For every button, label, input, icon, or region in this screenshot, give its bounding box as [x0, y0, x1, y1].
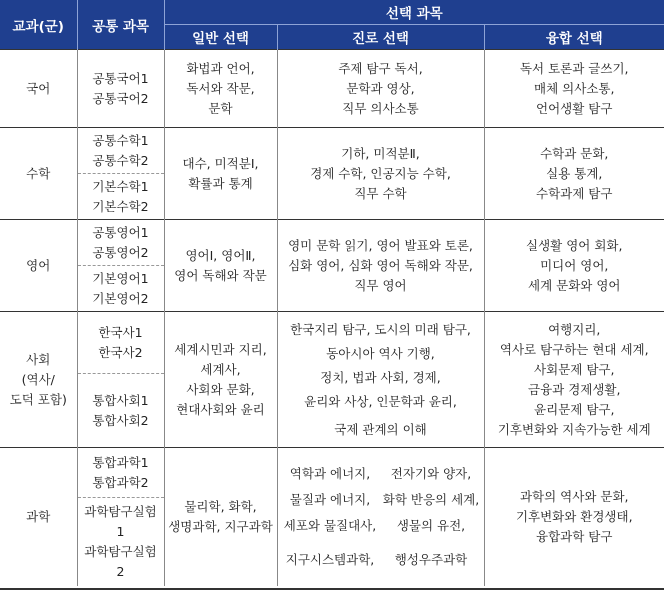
general-social-1: 세계시민과 지리, [174, 341, 267, 357]
integrated-social-1: 통합사회1 [92, 392, 149, 408]
common-english-bottom [77, 266, 164, 312]
general-science-1: 물리학, 화학, [184, 498, 257, 514]
career-social-2: 동아시아 역사 기행, [326, 345, 435, 361]
common-english-top [77, 220, 164, 266]
header-elective: 선택 과목 [164, 0, 664, 25]
general-korean-2: 독서와 작문, [186, 80, 255, 96]
general-math [164, 128, 277, 220]
convergence-korean-3: 언어생활 탐구 [536, 100, 613, 116]
common-korean-2: 공통국어2 [92, 90, 149, 106]
general-science [164, 448, 277, 586]
row-korean [0, 50, 664, 128]
career-korean-2: 문학과 영상, [346, 80, 415, 96]
row-science [0, 448, 664, 498]
row-english [0, 220, 664, 266]
convergence-korean-1: 독서 토론과 글쓰기, [519, 60, 629, 76]
convergence-science [484, 448, 664, 586]
common-english-2: 공통영어2 [92, 244, 149, 260]
convergence-social-1: 여행지리, [548, 321, 601, 337]
subject-korean: 국어 [0, 50, 77, 128]
science-lab-2a: 과학탐구실험 [84, 543, 157, 559]
general-english [164, 220, 277, 312]
convergence-social-5: 윤리문제 탐구, [534, 401, 615, 417]
career-korean-3: 직무 의사소통 [342, 100, 419, 116]
subject-social-1: 사회 [26, 351, 51, 367]
common-english-1: 공통영어1 [92, 224, 149, 240]
convergence-social [484, 312, 664, 448]
convergence-korean [484, 50, 664, 128]
subject-math: 수학 [0, 128, 77, 220]
convergence-math-3: 수학과제 탐구 [536, 185, 613, 201]
science-lab-2b: 2 [116, 563, 125, 579]
general-social-2: 세계사, [200, 361, 241, 377]
career-math-1: 기하, 미적분Ⅱ, [341, 145, 420, 161]
common-math-1: 공통수학1 [92, 132, 149, 148]
common-social-bottom [77, 374, 164, 448]
subject-social-2: (역사/ [21, 371, 55, 387]
convergence-science-1: 과학의 역사와 문화, [519, 488, 629, 504]
convergence-english-1: 실생활 영어 회화, [526, 237, 623, 253]
general-science-2: 생명과학, 지구과학 [168, 518, 273, 534]
general-math-2: 확률과 통계 [188, 175, 253, 191]
convergence-social-3: 사회문제 탐구, [534, 361, 615, 377]
basic-math-1: 기본수학1 [92, 178, 149, 194]
korean-history-2: 한국사2 [98, 344, 143, 360]
common-math-2: 공통수학2 [92, 152, 149, 168]
general-math-1: 대수, 미적분Ⅰ, [182, 155, 259, 171]
header-career: 진로 선택 [277, 25, 484, 50]
common-korean-1: 공통국어1 [92, 70, 149, 86]
career-science [277, 448, 484, 586]
integrated-science-1: 통합과학1 [92, 454, 149, 470]
career-science-3: 물질과 에너지, [289, 491, 371, 507]
general-korean-3: 문학 [208, 100, 233, 116]
career-social-4: 윤리와 사상, 인문학과 윤리, [304, 393, 457, 409]
general-english-1: 영어Ⅰ, 영어Ⅱ, [185, 247, 256, 263]
general-social [164, 312, 277, 448]
career-social [277, 312, 484, 448]
career-science-5: 세포와 물질대사, [283, 517, 377, 533]
subject-social [0, 312, 77, 448]
convergence-math-1: 수학과 문화, [540, 145, 609, 161]
career-science-2: 전자기와 양자, [390, 465, 472, 481]
convergence-science-3: 융합과학 탐구 [536, 528, 613, 544]
convergence-social-2: 역사로 탐구하는 현대 세계, [499, 341, 649, 357]
basic-english-1: 기본영어1 [92, 270, 149, 286]
science-lab-1b: 1 [116, 523, 125, 539]
general-social-3: 사회와 문화, [186, 381, 255, 397]
career-science-6: 생물의 유전, [396, 517, 466, 533]
convergence-math-2: 실용 통계, [546, 165, 603, 181]
basic-math-2: 기본수학2 [92, 198, 149, 214]
general-social-4: 현대사회와 윤리 [176, 401, 265, 417]
general-english-2: 영어 독해와 작문 [174, 267, 267, 283]
career-math-2: 경제 수학, 인공지능 수학, [310, 165, 451, 181]
subject-english: 영어 [0, 220, 77, 312]
convergence-english-2: 미디어 영어, [540, 257, 609, 273]
integrated-science-2: 통합과학2 [92, 474, 149, 490]
career-korean-1: 주제 탐구 독서, [338, 60, 423, 76]
common-science-top [77, 448, 164, 498]
career-english-2: 심화 영어, 심화 영어 독해와 작문, [288, 257, 473, 273]
career-math [277, 128, 484, 220]
career-english [277, 220, 484, 312]
career-science-8: 행성우주과학 [394, 551, 468, 567]
career-science-7: 지구시스템과학, [285, 551, 375, 567]
science-lab-1a: 과학탐구실험 [84, 503, 157, 519]
convergence-social-4: 금융과 경제생활, [528, 381, 621, 397]
common-science-bottom [77, 498, 164, 586]
common-social-top [77, 312, 164, 374]
career-korean [277, 50, 484, 128]
career-science-grid [278, 464, 484, 570]
korean-history-1: 한국사1 [98, 324, 143, 340]
career-english-1: 영미 문학 읽기, 영어 발표와 토론, [288, 237, 473, 253]
header-common: 공통 과목 [77, 0, 164, 50]
career-science-4: 화학 반응의 세계, [382, 491, 480, 507]
subject-social-3: 도덕 포함) [9, 391, 67, 407]
basic-english-2: 기본영어2 [92, 290, 149, 306]
career-social-1: 한국지리 탐구, 도시의 미래 탐구, [290, 321, 471, 337]
convergence-social-6: 기후변화와 지속가능한 세계 [497, 421, 651, 437]
general-korean-1: 화법과 언어, [186, 60, 255, 76]
common-math-top [77, 128, 164, 174]
career-english-3: 직무 영어 [354, 277, 407, 293]
convergence-english [484, 220, 664, 312]
row-social [0, 312, 664, 374]
header-general: 일반 선택 [164, 25, 277, 50]
general-korean [164, 50, 277, 128]
common-korean [77, 50, 164, 128]
row-math [0, 128, 664, 174]
convergence-science-2: 기후변화와 환경생태, [515, 508, 633, 524]
common-math-bottom [77, 174, 164, 220]
career-math-3: 직무 수학 [354, 185, 407, 201]
convergence-korean-2: 매체 의사소통, [534, 80, 615, 96]
integrated-social-2: 통합사회2 [92, 412, 149, 428]
header-convergence: 융합 선택 [484, 25, 664, 50]
career-social-3: 정치, 법과 사회, 경제, [320, 369, 441, 385]
header-subject-group: 교과(군) [0, 0, 77, 50]
convergence-math [484, 128, 664, 220]
convergence-english-3: 세계 문화와 영어 [528, 277, 621, 293]
career-science-1: 역학과 에너지, [289, 465, 371, 481]
subject-science: 과학 [0, 448, 77, 586]
career-social-5: 국제 관계의 이해 [334, 421, 427, 437]
